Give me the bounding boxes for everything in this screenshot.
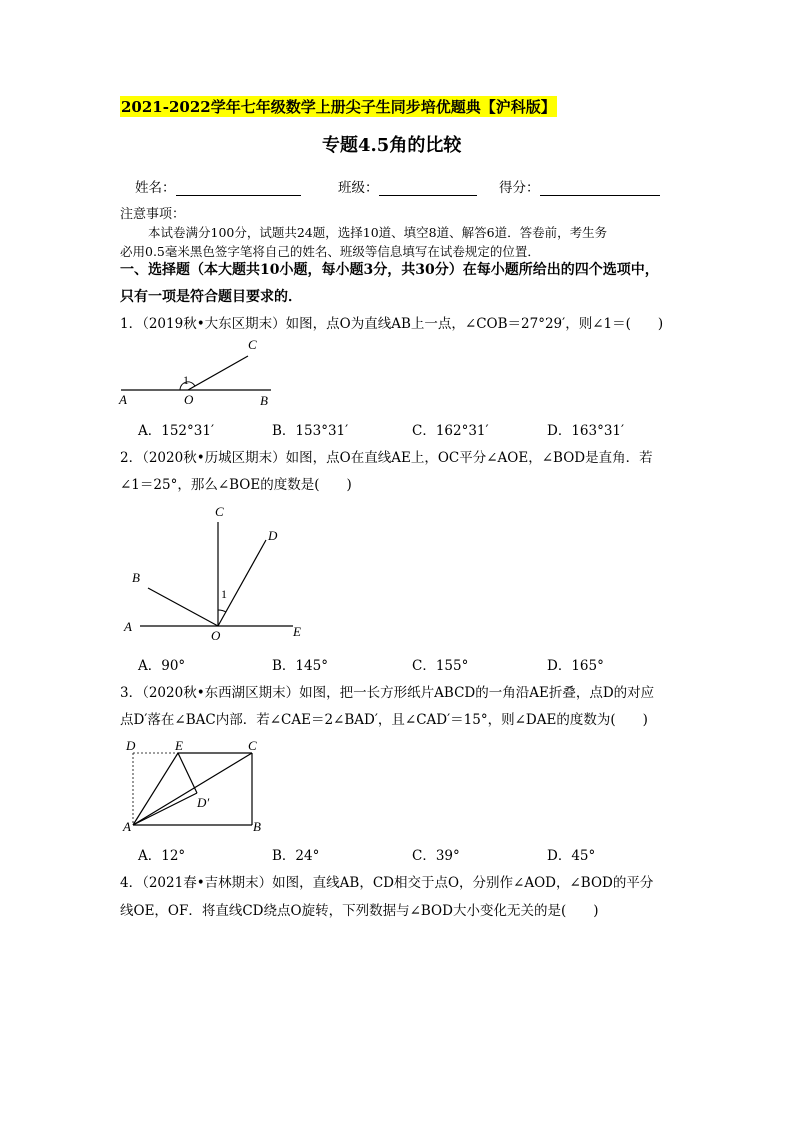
class-field <box>338 176 477 196</box>
class-label: 班级： <box>338 180 379 196</box>
score-field <box>499 176 660 196</box>
question-3-stem-line-1: 3．（2020秋•东西湖区期末）如图，把一长方形纸片ABCD的一角沿AE折叠，点D的对应 <box>120 685 655 701</box>
q1-option-a[interactable]: A．152°31′ <box>138 423 215 439</box>
q1-option-d[interactable]: D．163°31′ <box>547 423 625 439</box>
label-c: C <box>248 337 257 352</box>
ray-ob <box>148 588 218 626</box>
q2-option-a[interactable]: A．90° <box>138 658 186 674</box>
question-2-stem-line-1: 2．（2020秋•历城区期末）如图，点O在直线AE上，OC平分∠AOE，∠BOD是直角．若 <box>120 450 653 466</box>
label-o: O <box>184 392 194 407</box>
diagonal-ac <box>133 753 252 825</box>
label-a: A <box>124 619 132 634</box>
label-e: E <box>293 624 301 639</box>
q1-option-b[interactable]: B．153°31′ <box>272 423 349 439</box>
notes-line-2: 必用0.5毫米黑色签字笔将自己的姓名、班级等信息填写在试卷规定的位置． <box>120 244 540 259</box>
section-heading-line-1: 一、选择题（本大题共10小题，每小题3分，共30分）在每小题所给出的四个选项中， <box>120 262 659 278</box>
label-angle-1: 1 <box>221 587 227 601</box>
name-field <box>135 176 301 196</box>
label-d: D <box>268 528 278 543</box>
q3-option-b[interactable]: B．24° <box>272 848 320 864</box>
question-3-figure <box>118 735 278 835</box>
label-o: O <box>211 628 221 643</box>
segment-ed-prime <box>178 753 197 793</box>
question-1-figure <box>116 334 286 410</box>
name-label: 姓名： <box>135 180 176 196</box>
section-heading-line-2: 只有一项是符合题目要求的． <box>120 289 302 305</box>
notes-line-1: 本试卷满分100分，试题共24题，选择10道、填空8道、解答6道．答卷前，考生务 <box>148 225 608 240</box>
q2-option-d[interactable]: D．165° <box>547 658 604 674</box>
label-e: E <box>175 738 183 753</box>
label-a: A <box>119 392 127 407</box>
question-1-stem: 1．（2019秋•大东区期末）如图，点O为直线AB上一点，∠COB＝27°29′，则∠1＝( ) <box>120 316 664 332</box>
ray-oc <box>188 356 248 390</box>
q3-option-d[interactable]: D．45° <box>547 848 596 864</box>
name-blank[interactable] <box>176 183 301 196</box>
q3-option-a[interactable]: A．12° <box>138 848 186 864</box>
label-d: D <box>126 738 136 753</box>
class-blank[interactable] <box>379 183 477 196</box>
q3-option-c[interactable]: C．39° <box>412 848 460 864</box>
angle-1-arc <box>218 610 226 612</box>
label-c: C <box>248 738 257 753</box>
series-banner: 2021-2022学年七年级数学上册尖子生同步培优题典【沪科版】 <box>121 98 556 116</box>
label-b: B <box>132 570 140 585</box>
notes-heading: 注意事项： <box>120 207 186 222</box>
q2-option-c[interactable]: C．155° <box>412 658 469 674</box>
question-2-figure <box>120 500 320 645</box>
question-4-stem-line-2: 线OE，OF．将直线CD绕点O旋转，下列数据与∠BOD大小变化无关的是( ) <box>120 903 599 919</box>
ray-od <box>218 540 266 626</box>
label-b: B <box>260 393 268 408</box>
q2-option-b[interactable]: B．145° <box>272 658 328 674</box>
question-2-stem-line-2: ∠1＝25°，那么∠BOE的度数是( ) <box>120 477 352 493</box>
page-title: 专题4.5角的比较 <box>322 135 462 156</box>
question-4-stem-line-1: 4．（2021春•吉林期末）如图，直线AB，CD相交于点O，分别作∠AOD，∠BOD的平分 <box>120 875 654 891</box>
label-d-prime: D′ <box>197 795 210 810</box>
q1-option-c[interactable]: C．162°31′ <box>412 423 489 439</box>
score-label: 得分： <box>499 180 540 196</box>
label-angle-1: 1 <box>183 373 189 387</box>
score-blank[interactable] <box>540 183 660 196</box>
label-b: B <box>253 819 261 834</box>
label-a: A <box>123 819 131 834</box>
question-3-stem-line-2: 点D′落在∠BAC内部．若∠CAE＝2∠BAD′，且∠CAD′＝15°，则∠DAE的度数为( ) <box>120 712 648 728</box>
label-c: C <box>215 504 224 519</box>
